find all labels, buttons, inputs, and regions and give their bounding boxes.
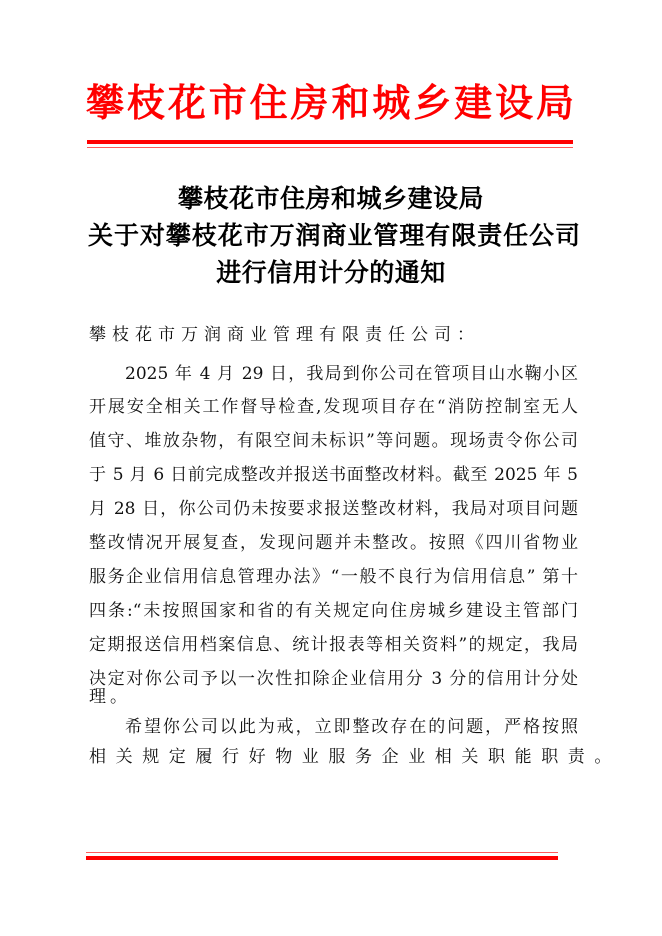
footer-thin-rule [86,852,558,853]
paragraph-1-line: 四条:“未按照国家和省的有关规定向住房城乡建设主管部门 [89,601,578,621]
letterhead-thick-rule [87,140,573,144]
paragraph-1-line: 月 28 日，你公司仍未按要求报送整改材料，我局对项目问题 [89,499,578,519]
letterhead-org-name: 攀枝花市住房和城乡建设局 [86,80,574,125]
document-title-line-3: 进行信用计分的通知 [216,258,446,287]
paragraph-1-line: 决定对你公司予以一次性扣除企业信用分 3 分的信用计分处 [89,669,578,689]
paragraph-1-line: 开展安全相关工作督导检查,发现项目存在“消防控制室无人 [89,397,578,417]
document-title-line-2: 关于对攀枝花市万润商业管理有限责任公司 [88,221,580,250]
paragraph-1-line: 于 5 月 6 日前完成整改并报送书面整改材料。截至 2025 年 5 [89,465,578,485]
paragraph-2-line: 希望你公司以此为戒，立即整改存在的问题，严格按照 [125,717,578,737]
paragraph-1-line: 2025 年 4 月 29 日，我局到你公司在管项目山水鞠小区 [125,364,578,384]
paragraph-1-line: 值守、堆放杂物，有限空间未标识”等问题。现场责令你公司 [89,431,578,451]
letterhead-thin-rule [87,147,573,148]
paragraph-2-line: 相关规定履行好物业服务企业相关职能职责。 [89,747,621,767]
paragraph-1-line: 整改情况开展复查，发现问题并未整改。按照《四川省物业 [89,533,578,553]
footer-thick-rule [86,856,558,860]
paragraph-1-line: 服务企业信用信息管理办法》“一般不良行为信用信息” 第十 [89,567,578,587]
paragraph-1-line: 理。 [89,687,131,707]
document-title-line-1: 攀枝花市住房和城乡建设局 [177,184,484,213]
salutation: 攀枝花市万润商业管理有限责任公司： [89,325,480,345]
paragraph-1-line: 定期报送信用档案信息、统计报表等相关资料”的规定，我局 [89,635,578,655]
